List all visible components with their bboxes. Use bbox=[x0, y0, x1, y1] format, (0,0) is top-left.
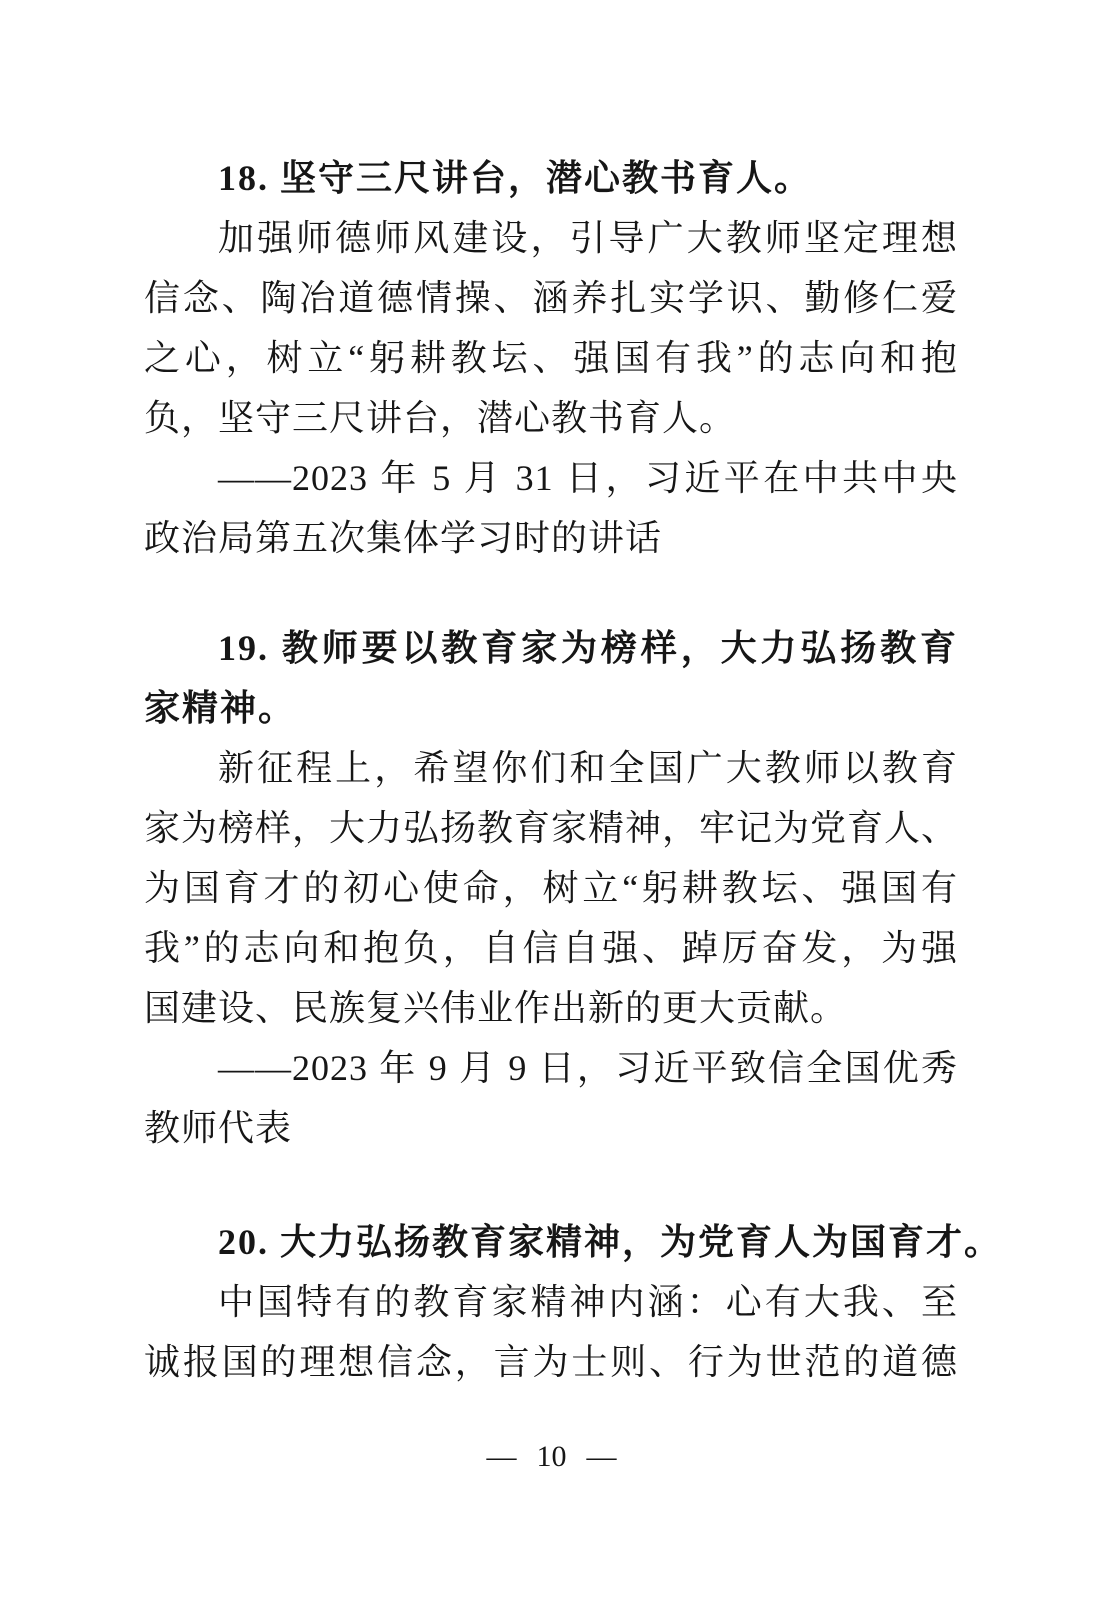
section-gap bbox=[144, 1158, 958, 1212]
section-18-source-line: ——2023 年 5 月 31 日，习近平在中共中央 bbox=[218, 458, 958, 498]
footer-dash-right: — bbox=[586, 1440, 617, 1473]
section-gap bbox=[144, 568, 958, 618]
section-18-body-line: 信念、陶冶道德情操、涵养扎实学识、勤修仁爱 bbox=[144, 278, 958, 318]
page-footer bbox=[0, 1437, 1103, 1477]
section-19-heading-line: 19. 教师要以教育家为榜样，大力弘扬教育 bbox=[218, 628, 958, 668]
section-19-body-line: 国建设、民族复兴伟业作出新的更大贡献。 bbox=[144, 988, 848, 1028]
section-20-body-line: 中国特有的教育家精神内涵：心有大我、至 bbox=[218, 1282, 958, 1322]
page-content bbox=[144, 148, 1003, 1392]
section-quote-18 bbox=[144, 148, 958, 568]
section-18-body-line: 负，坚守三尺讲台，潜心教书育人。 bbox=[144, 398, 737, 438]
section-18-source-line: 政治局第五次集体学习时的讲话 bbox=[144, 518, 663, 558]
section-19-body-line: 家为榜样，大力弘扬教育家精神，牢记为党育人、 bbox=[144, 808, 959, 848]
section-19-heading-line: 家精神。 bbox=[144, 688, 297, 728]
section-18-heading: 18. 坚守三尺讲台，潜心教书育人。 bbox=[218, 158, 813, 198]
section-19-source-line: ——2023 年 9 月 9 日，习近平致信全国优秀 bbox=[218, 1048, 958, 1088]
section-19-body-line: 新征程上，希望你们和全国广大教师以教育 bbox=[218, 748, 958, 788]
page-number: 10 bbox=[536, 1440, 567, 1473]
footer-dash-left: — bbox=[486, 1440, 517, 1473]
section-19-body-line: 我”的志向和抱负，自信自强、踔厉奋发，为强 bbox=[144, 928, 958, 968]
section-quote-19 bbox=[144, 618, 958, 1158]
section-quote-20 bbox=[144, 1212, 1003, 1392]
section-20-body-line: 诚报国的理想信念，言为士则、行为世范的道德 bbox=[144, 1342, 958, 1382]
section-19-body-line: 为国育才的初心使命，树立“躬耕教坛、强国有 bbox=[144, 868, 958, 908]
section-18-body-line: 加强师德师风建设，引导广大教师坚定理想 bbox=[218, 218, 958, 258]
section-20-heading: 20. 大力弘扬教育家精神，为党育人为国育才。 bbox=[218, 1222, 1003, 1262]
section-19-source-line: 教师代表 bbox=[144, 1108, 293, 1148]
section-18-body-line: 之心，树立“躬耕教坛、强国有我”的志向和抱 bbox=[144, 338, 958, 378]
